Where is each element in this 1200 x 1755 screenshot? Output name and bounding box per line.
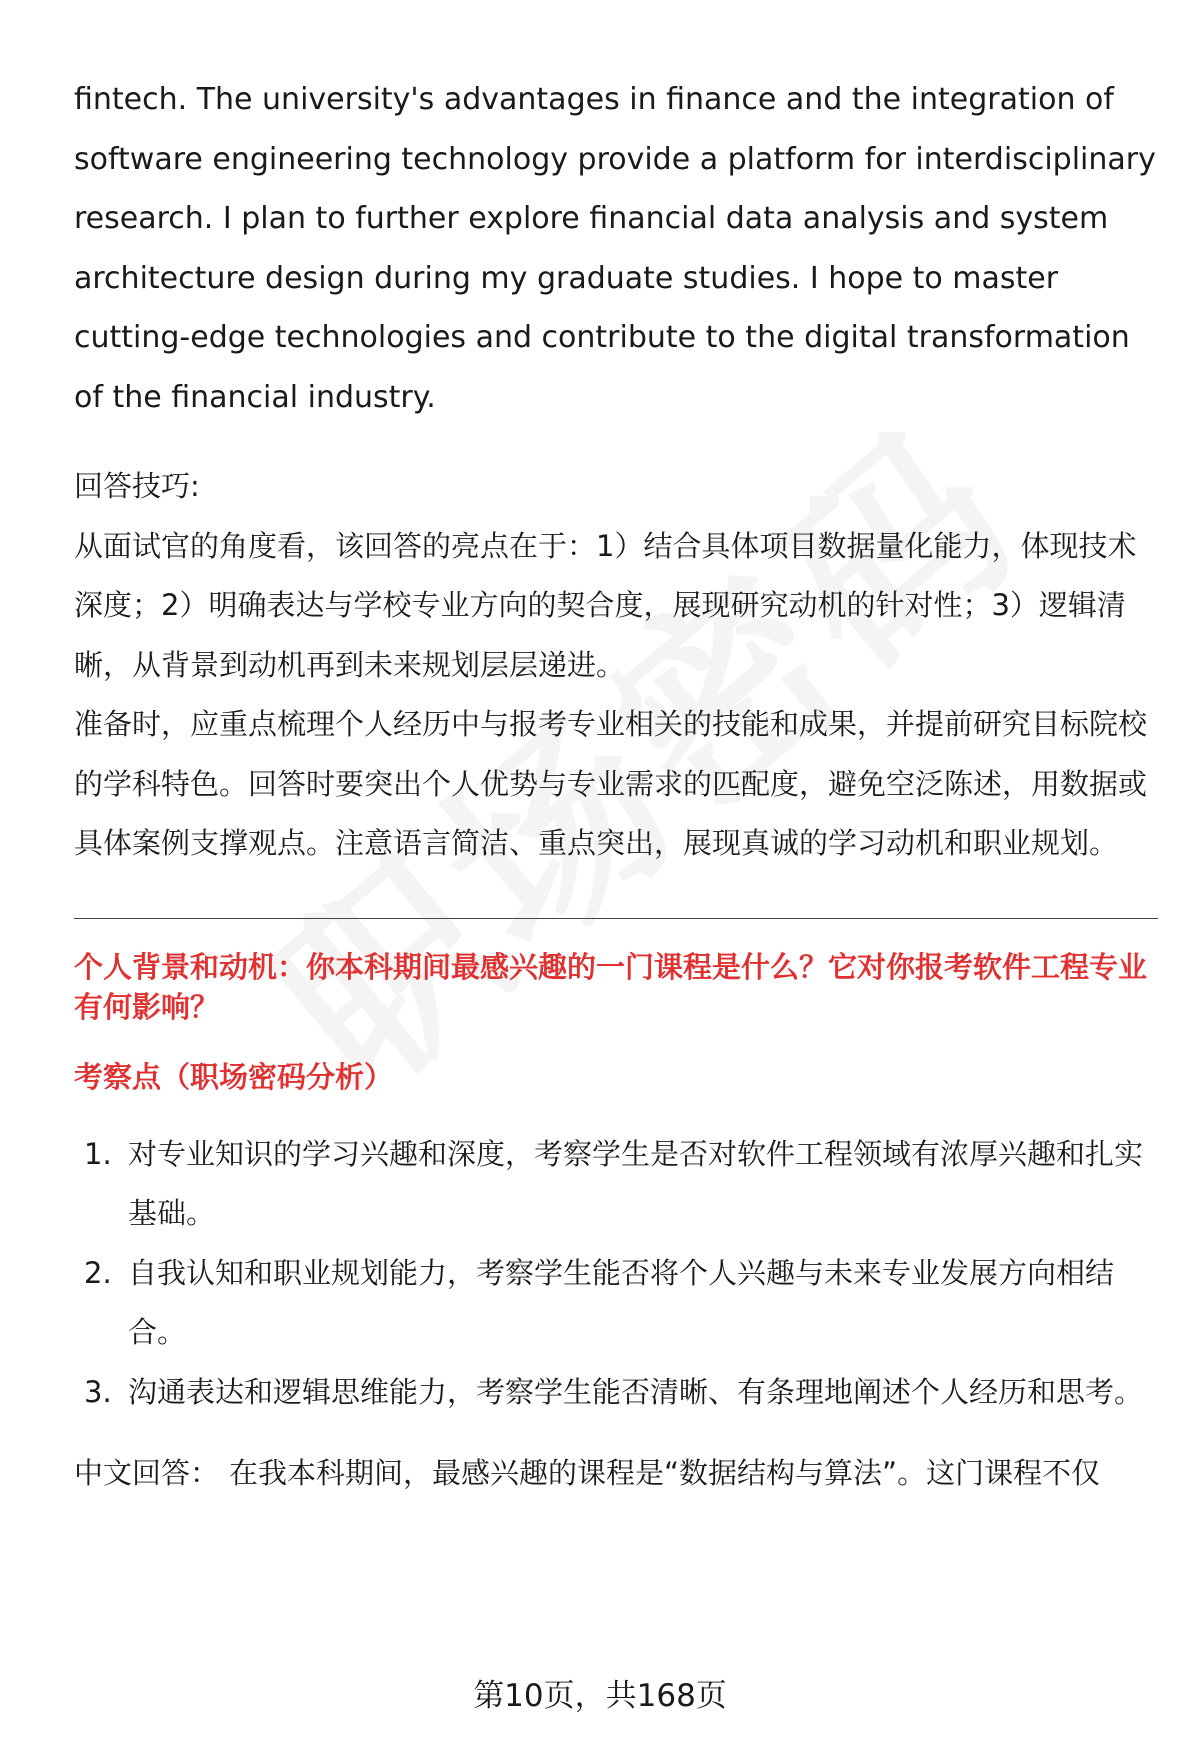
assessment-heading: 考察点（职场密码分析） (74, 1059, 394, 1094)
english-paragraph: fintech. The university's advantages in finance and the integration of software engineering technology provide a platform for interdisciplinary research. I plan to further explore financial data analysis and system architecture design during my graduate studies. I hope to master cutting-edge technologies and contribute to the digital transformation of the financial industry. (74, 82, 1156, 415)
list-item (74, 1244, 1158, 1363)
section-divider (74, 918, 1158, 919)
list-item-number: 2. (84, 1255, 112, 1290)
question-heading: 个人背景和动机：你本科期间最感兴趣的一门课程是什么？它对你报考软件工程专业有何影响？ (74, 949, 1148, 1024)
list-item (74, 1363, 1158, 1423)
tips-heading: 回答技巧: (74, 469, 200, 503)
list-item-number: 1. (84, 1136, 112, 1171)
tips-paragraph-1: 从面试官的角度看，该回答的亮点在于：1）结合具体项目数据量化能力，体现技术深度；2）明确表达与学校专业方向的契合度，展现研究动机的针对性；3）逻辑清晰，从背景到动机再到未来规划层层递进。 (74, 528, 1137, 682)
list-item-text: 沟通表达和逻辑思维能力，考察学生能否清晰、有条理地阐述个人经历和思考。 (128, 1374, 1144, 1409)
list-item-text: 自我认知和职业规划能力，考察学生能否将个人兴趣与未来专业发展方向相结合。 (128, 1255, 1115, 1349)
list-item-text: 对专业知识的学习兴趣和深度，考察学生是否对软件工程领域有浓厚兴趣和扎实基础。 (128, 1136, 1144, 1230)
tips-paragraph-2: 准备时，应重点梳理个人经历中与报考专业相关的技能和成果，并提前研究目标院校的学科特色。回答时要突出个人优势与专业需求的匹配度，避免空泛陈述，用数据或具体案例支撑观点。注意语言简洁、重点突出，展现真诚的学习动机和职业规划。 (74, 707, 1148, 860)
answer-text: 在我本科期间，最感兴趣的课程是“数据结构与算法”。这门课程不仅 (229, 1456, 1101, 1490)
answer-tips-section (74, 457, 1158, 874)
list-item (74, 1125, 1158, 1244)
page-number: 第10页，共168页 (473, 1678, 727, 1714)
chinese-answer (74, 1444, 1158, 1504)
answer-label: 中文回答： (74, 1456, 220, 1490)
document-body (74, 0, 1158, 1504)
assessment-points-list (74, 1125, 1158, 1423)
list-item-number: 3. (84, 1374, 112, 1409)
